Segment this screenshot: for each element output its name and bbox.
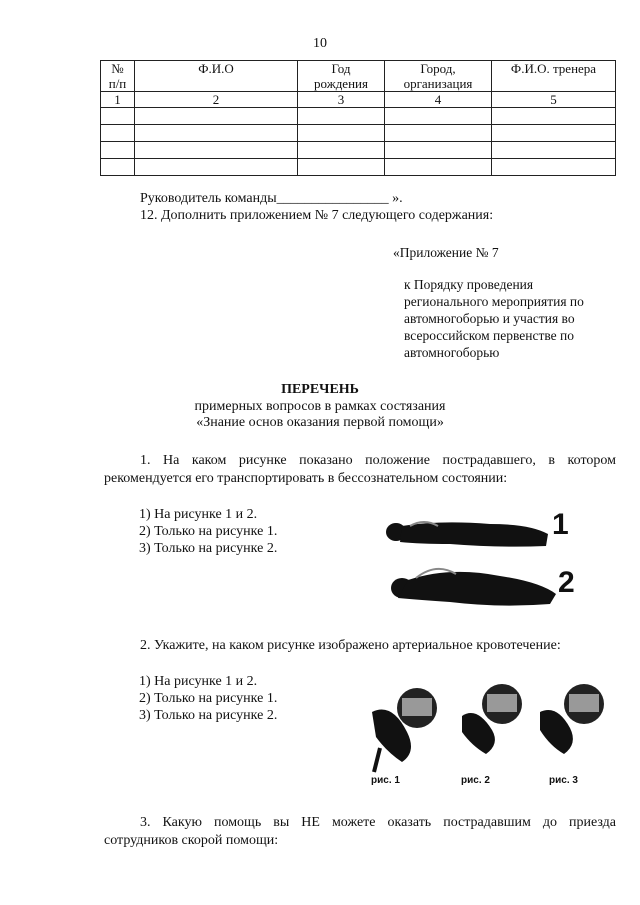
participants-table <box>100 60 616 176</box>
question-2: 2. Укажите, на каком рисунке изображено артериальное кровотечение: <box>140 638 561 653</box>
figure-1-lying-person <box>386 522 548 547</box>
heading-title: ПЕРЕЧЕНЬ <box>281 382 359 397</box>
figure-bleeding-2 <box>462 684 522 754</box>
caption-figure-3: рис. 3 <box>549 775 578 786</box>
header-city: Город, организация <box>385 61 492 92</box>
bleeding-figure <box>362 682 622 790</box>
figure-2-label: 2 <box>558 566 575 599</box>
recovery-position-figure <box>380 500 590 618</box>
table-row <box>101 142 616 159</box>
header-number: № п/п <box>101 61 135 92</box>
heading-line-2: «Знание основ оказания первой помощи» <box>196 415 444 430</box>
question-1-options: 1) На рисунке 1 и 2. 2) Только на рисунке 1. 3) Только на рисунке 2. <box>139 507 278 556</box>
caption-figure-2: рис. 2 <box>461 775 490 786</box>
appendix-subtitle: к Порядку проведения регионального мероприятия по автомногоборью и участия во всероссийском первенстве по автомногоборью <box>404 277 584 360</box>
figure-2-lying-person <box>391 569 556 606</box>
page-number: 10 <box>313 36 327 51</box>
figure-bleeding-3 <box>540 684 604 754</box>
figure-bleeding-1 <box>372 688 437 772</box>
header-coach: Ф.И.О. тренера <box>492 61 616 92</box>
header-name: Ф.И.О <box>135 61 298 92</box>
question-3: 3. Какую помощь вы НЕ можете оказать пострадавшим до приезда сотрудников скорой помощи: <box>104 815 616 848</box>
table-row <box>101 125 616 142</box>
table-row <box>101 159 616 176</box>
table-row <box>101 108 616 125</box>
figure-1-label: 1 <box>552 508 569 541</box>
appendix-title: «Приложение № 7 <box>393 245 499 260</box>
heading-line-1: примерных вопросов в рамках состязания <box>194 399 446 414</box>
question-2-options: 1) На рисунке 1 и 2. 2) Только на рисунке 1. 3) Только на рисунке 2. <box>139 674 278 723</box>
question-1: 1. На каком рисунке показано положение пострадавшего, в котором рекомендуется его транспортировать в бессознательном состоянии: <box>104 453 616 486</box>
caption-figure-1: рис. 1 <box>371 775 400 786</box>
table-header-row <box>101 61 616 92</box>
header-birth-year: Год рождения <box>298 61 385 92</box>
team-leader-line: Руководитель команды________________ ». <box>140 191 403 206</box>
item-12: 12. Дополнить приложением № 7 следующего содержания: <box>140 208 494 223</box>
table-index-row: 1 2 3 4 5 <box>101 92 616 108</box>
